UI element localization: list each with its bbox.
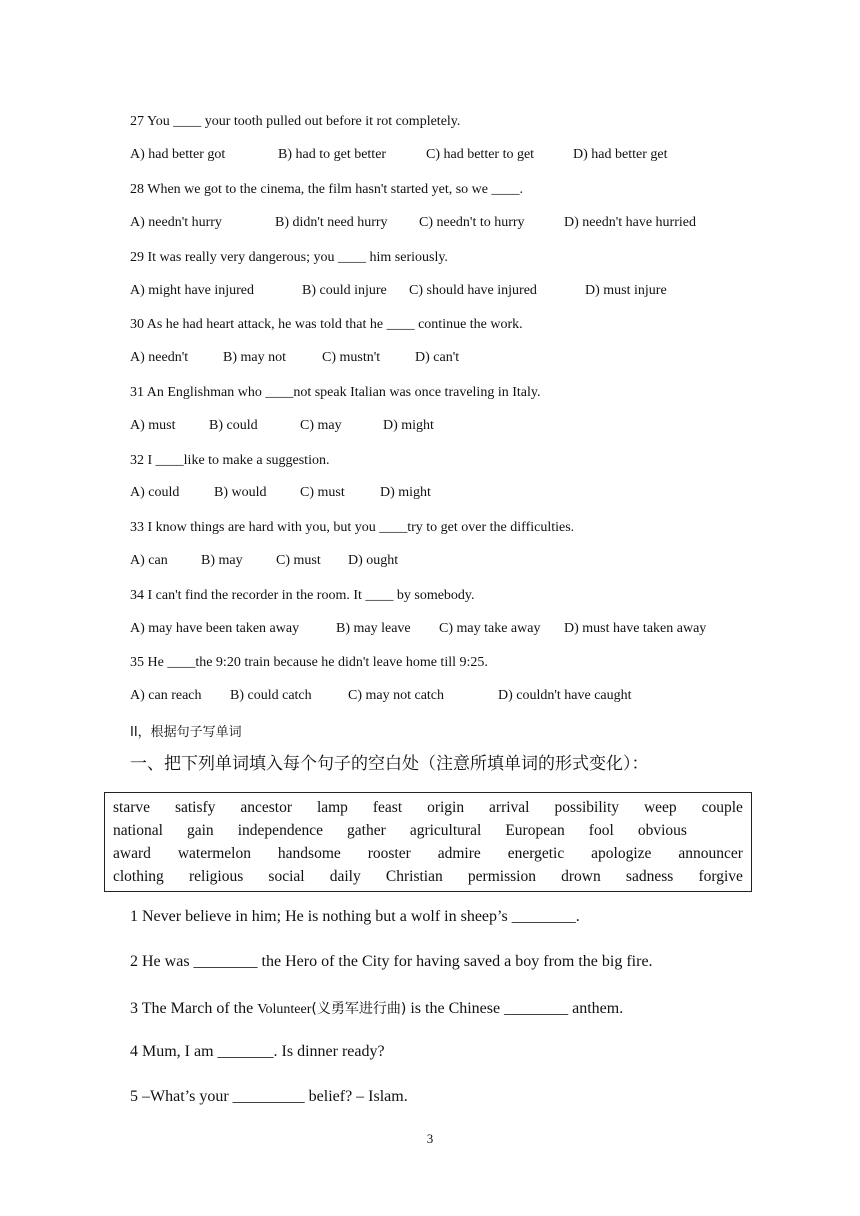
option-c: C) needn't to hurry <box>419 215 525 230</box>
word: satisfy <box>174 799 216 816</box>
option-d: D) might <box>383 418 434 433</box>
word: ancestor <box>240 799 292 816</box>
option-a: A) might have injured <box>130 283 255 298</box>
fill-sentence-3 <box>130 998 623 1018</box>
word: European <box>505 822 565 839</box>
option-b: B) didn't need hurry <box>275 215 388 230</box>
question-stem: 28 When we got to the cinema, the film hasn't started yet, so we ____. <box>130 182 524 197</box>
option-b: B) could injure <box>302 283 387 298</box>
option-a: A) can <box>130 553 168 568</box>
sentence-part: (义勇军进行曲) <box>311 1001 407 1017</box>
word: watermelon <box>177 845 251 862</box>
option-a: A) may have been taken away <box>130 621 300 636</box>
word: fool <box>588 822 614 839</box>
question-options <box>130 350 750 368</box>
option-b: B) could <box>209 418 258 433</box>
question-stem: 31 An Englishman who ____not speak Italian was once traveling in Italy. <box>130 385 541 400</box>
word: clothing <box>113 868 164 885</box>
fill-sentence-2: 2 He was ________ the Hero of the City for having saved a boy from the big fire. <box>130 953 653 970</box>
question-stem: 34 I can't find the recorder in the room. It ____ by somebody. <box>130 588 475 603</box>
option-b: B) would <box>214 485 267 500</box>
question-options <box>130 215 750 233</box>
word: gather <box>347 822 386 839</box>
word: starve <box>113 799 151 816</box>
option-c: C) may <box>300 418 342 433</box>
word: arrival <box>489 799 530 816</box>
option-c: C) must <box>276 553 321 568</box>
fill-sentence-5: 5 –What’s your _________ belief? – Islam. <box>130 1088 408 1105</box>
word: drown <box>561 868 601 885</box>
word: couple <box>701 799 743 816</box>
word: lamp <box>316 799 348 816</box>
word: award <box>113 845 151 862</box>
option-d: D) might <box>380 485 431 500</box>
question-stem: 29 It was really very dangerous; you ____ him seriously. <box>130 250 448 265</box>
word: religious <box>188 868 244 885</box>
option-d: D) had better get <box>573 147 668 162</box>
section-title: II，根据句子写单词 <box>130 725 242 740</box>
word: handsome <box>277 845 341 862</box>
word: possibility <box>554 799 620 816</box>
option-d: D) couldn't have caught <box>498 688 632 703</box>
word: feast <box>372 799 403 816</box>
word: social <box>268 868 305 885</box>
word-bank <box>104 792 752 892</box>
option-c: C) may take away <box>439 621 541 636</box>
option-c: C) must <box>300 485 345 500</box>
option-c: C) should have injured <box>409 283 537 298</box>
option-a: A) could <box>130 485 180 500</box>
question-options <box>130 283 750 301</box>
fill-sentence-4: 4 Mum, I am _______. Is dinner ready? <box>130 1043 385 1060</box>
question-stem: 33 I know things are hard with you, but you ____try to get over the difficulties. <box>130 520 575 535</box>
option-d: D) can't <box>415 350 460 365</box>
page-number: 3 <box>426 1131 434 1146</box>
word-bank-row-4 <box>113 865 743 888</box>
sentence-part: Volunteer <box>257 1002 312 1017</box>
word: origin <box>427 799 465 816</box>
word-bank-row-2 <box>113 819 687 842</box>
option-a: A) had better got <box>130 147 226 162</box>
fill-sentence-1: 1 Never believe in him; He is nothing but a wolf in sheep’s ________. <box>130 908 580 925</box>
word: daily <box>329 868 361 885</box>
word: sadness <box>625 868 674 885</box>
option-a: A) needn't hurry <box>130 215 222 230</box>
question-stem: 27 You ____ your tooth pulled out before it rot completely. <box>130 114 461 129</box>
option-d: D) ought <box>348 553 399 568</box>
question-stem: 30 As he had heart attack, he was told that he ____ continue the work. <box>130 317 523 332</box>
question-options <box>130 485 750 503</box>
option-d: D) must injure <box>585 283 667 298</box>
question-stem: 32 I ____like to make a suggestion. <box>130 453 330 468</box>
option-c: C) had better to get <box>426 147 535 162</box>
word: Christian <box>385 868 443 885</box>
question-options <box>130 418 750 436</box>
word: national <box>113 822 163 839</box>
question-options <box>130 621 750 639</box>
word: apologize <box>591 845 652 862</box>
question-options <box>130 147 750 165</box>
word: admire <box>437 845 481 862</box>
option-a: A) needn't <box>130 350 189 365</box>
question-options <box>130 688 750 706</box>
word-bank-row-3 <box>113 842 743 865</box>
word: gain <box>187 822 214 839</box>
word: announcer <box>678 845 743 862</box>
option-b: B) could catch <box>230 688 312 703</box>
sentence-part: is the Chinese ________ anthem. <box>406 1000 624 1017</box>
word: forgive <box>698 868 743 885</box>
word: rooster <box>367 845 411 862</box>
option-c: C) mustn't <box>322 350 381 365</box>
option-d: D) needn't have hurried <box>564 215 696 230</box>
option-b: B) may leave <box>336 621 411 636</box>
option-b: B) may not <box>223 350 286 365</box>
option-b: B) had to get better <box>278 147 387 162</box>
option-c: C) may not catch <box>348 688 445 703</box>
sentence-part: 3 The March of the <box>130 1000 258 1017</box>
question-options <box>130 553 750 571</box>
word: weep <box>643 799 677 816</box>
option-b: B) may <box>201 553 243 568</box>
word: energetic <box>507 845 565 862</box>
word: permission <box>467 868 536 885</box>
word: obvious <box>637 822 687 839</box>
option-a: A) must <box>130 418 176 433</box>
word: agricultural <box>409 822 482 839</box>
word: independence <box>237 822 323 839</box>
option-a: A) can reach <box>130 688 202 703</box>
part-heading: 一、把下列单词填入每个句子的空白处（注意所填单词的形式变化）： <box>130 754 649 774</box>
word-bank-row-1 <box>113 796 743 819</box>
option-d: D) must have taken away <box>564 621 707 636</box>
question-stem: 35 He ____the 9:20 train because he didn't leave home till 9:25. <box>130 655 488 670</box>
